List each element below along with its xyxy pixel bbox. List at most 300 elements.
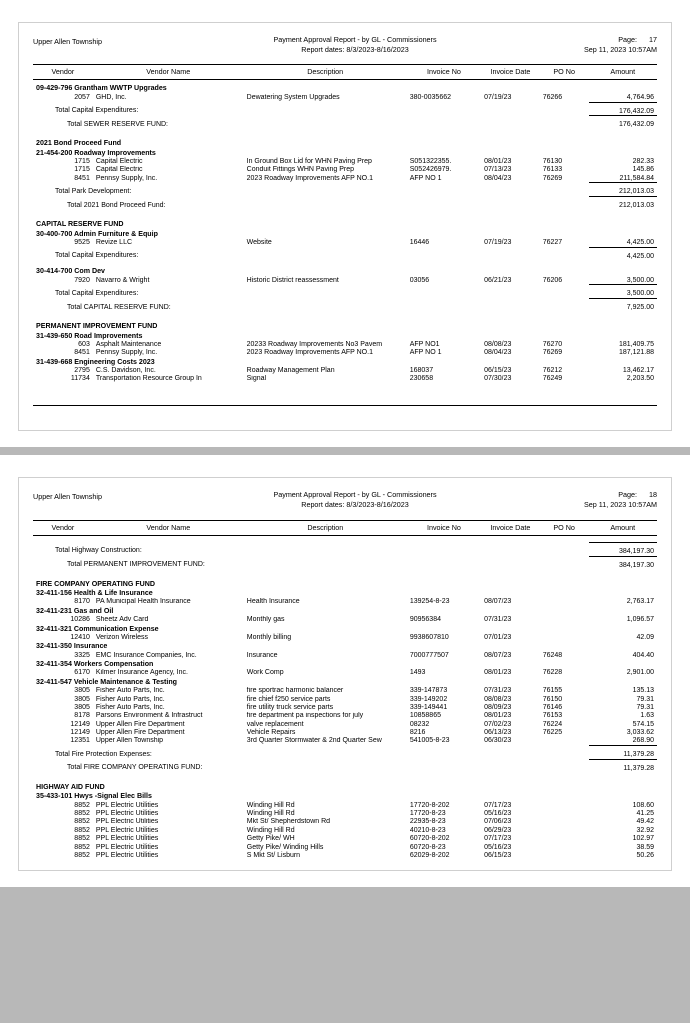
cell-vendor: 1715 [74,166,90,174]
cell-vendor: 8852 [74,851,90,859]
cell-description: 2023 Roadway Improvements AFP NO.1 [246,349,373,357]
group-label: 30-400-700 Admin Furniture & Equip [36,229,158,238]
total-amount: 11,379.28 [589,759,657,772]
cell-amount: 79.31 [636,695,654,703]
cell-vendor: 8451 [74,174,90,182]
group-label: 09-429-796 Grantham WWTP Upgrades [36,84,167,93]
total-row [33,116,657,129]
report-title-block [203,35,507,54]
cell-invoice-date: 08/07/23 [484,651,512,659]
cell-amount: 404.40 [632,651,654,659]
cell-amount: 211,584.84 [619,174,654,182]
table-row [33,340,657,348]
report-table [33,64,657,383]
cell-vendor-name: Kilmer Insurance Agency, Inc. [95,669,188,677]
cell-vendor: 8852 [74,801,90,809]
table-row [33,238,657,247]
cell-amount: 50.26 [636,851,654,859]
page-number: 17 [649,35,657,44]
total-label: Total 2021 Bond Proceed Fund: [67,201,166,209]
cell-invoice-no: 8216 [409,729,426,737]
group-label: 32-411-321 Communication Expense [36,624,159,633]
cell-vendor-name: PPL Electric Utilities [95,843,159,851]
group-label: FIRE COMPANY OPERATING FUND [36,579,156,588]
page-body [18,477,672,870]
cell-description: Winding Hill Rd [246,810,295,817]
group-label: 35-433-101 Hwys -Signal Elec Bills [36,792,152,801]
table-row [33,801,657,809]
cell-vendor: 12149 [70,720,90,728]
account-group-header [33,357,657,366]
cell-vendor-name: PPL Electric Utilities [95,835,159,843]
report-subtitle: Report dates: 8/3/2023-8/16/2023 [301,44,409,54]
group-label: 21-454-200 Roadway Improvements [36,148,156,157]
cell-description: 2023 Roadway Improvements AFP NO.1 [246,174,373,182]
cell-vendor-name: Verizon Wireless [95,633,149,641]
cell-amount: 32.92 [636,826,654,834]
cell-vendor-name: Revize LLC [95,238,133,246]
cell-vendor-name: Parsons Environment & Infrastruct [95,712,203,720]
col-header-amount: Amount [589,65,657,80]
cell-invoice-date: 07/17/23 [484,835,512,843]
fund-group-header [33,779,657,792]
account-group-header [33,677,657,686]
cell-vendor-name: C.S. Davidson, Inc. [95,367,156,375]
cell-po-no [540,843,589,851]
table-row [33,598,657,606]
cell-invoice-no: S051322355. [409,158,452,165]
col-header-vendor-name: Vendor Name [93,520,244,535]
col-header-vendor: Vendor [33,520,93,535]
total-amount: 176,432.09 [589,116,657,129]
cell-vendor-name: Fisher Auto Parts, Inc. [95,703,165,711]
group-label: 32-411-156 Health & Life Insurance [36,589,153,598]
table-row [33,851,657,859]
cell-po-no: 76146 [542,703,563,711]
cell-vendor: 8852 [74,818,90,826]
cell-vendor-name: Sheetz Adv Card [95,616,149,624]
cell-invoice-no: 380-0035662 [409,93,451,101]
cell-vendor: 3805 [74,687,90,695]
cell-po-no: 76206 [542,276,563,284]
cell-vendor: 8852 [74,843,90,851]
report-timestamp: Sep 11, 2023 10:57AM [584,44,657,54]
col-header-po-no: PO No [540,65,589,80]
cell-vendor: 8852 [74,835,90,843]
group-label: 30-414-700 Com Dev [36,267,106,276]
report-page [0,455,690,886]
cell-description: Winding Hill Rd [246,826,295,834]
account-group-header [33,331,657,340]
cell-invoice-date: 08/04/23 [484,174,512,182]
page-label: Page: [618,35,637,44]
table-row [33,174,657,183]
cell-invoice-date: 07/02/23 [484,720,512,728]
report-timestamp: Sep 11, 2023 10:57AM [584,499,657,509]
cell-amount: 268.90 [632,737,654,745]
cell-invoice-no: 339-149202 [409,695,448,703]
cell-description: fire sportrac harmonic balancer [246,687,344,695]
cell-vendor: 603 [78,340,90,348]
cell-invoice-date: 08/01/23 [484,712,512,720]
cell-invoice-no: 339-149441 [409,703,448,711]
table-row [33,826,657,834]
cell-vendor: 12149 [70,729,90,737]
cell-description: In Ground Box Lid for WHN Paving Prep [246,158,372,165]
cell-vendor-name: Navarro & Wright [95,276,150,284]
total-label: Total FIRE COMPANY OPERATING FUND: [67,764,203,772]
total-label: Total Capital Expenditures: [55,289,139,297]
cell-amount: 108.60 [632,801,654,809]
cell-amount: 1.63 [640,712,654,720]
cell-invoice-date: 06/15/23 [484,851,512,859]
account-group-header [33,624,657,633]
cell-vendor: 7920 [74,276,90,284]
cell-invoice-date: 07/06/23 [484,818,512,826]
group-label: PERMANENT IMPROVEMENT FUND [36,322,158,331]
col-header-description: Description [244,520,407,535]
total-amount: 212,013.03 [589,183,657,197]
cell-vendor-name: PPL Electric Utilities [95,851,159,859]
cell-po-no: 76269 [542,349,563,357]
table-row [33,843,657,851]
cell-vendor: 3805 [74,695,90,703]
table-row [33,93,657,102]
fund-group-header [33,216,657,229]
cell-amount: 574.15 [632,720,654,728]
cell-description: S Mkt St/ Lisburn [246,851,301,859]
cell-amount: 2,763.17 [626,598,654,606]
cell-invoice-no: 139254-8-23 [409,598,450,606]
cell-description: Mkt St/ Shepherdstown Rd [246,818,331,826]
page-label: Page: [618,490,637,500]
total-label: Total Park Development: [55,187,132,195]
cell-vendor-name: PA Municipal Health Insurance [95,598,191,606]
cell-invoice-no: 168037 [409,367,434,375]
cell-amount: 79.31 [636,703,654,711]
total-label: Total CAPITAL RESERVE FUND: [67,303,171,311]
col-header-description: Description [244,65,407,80]
account-group-header [33,267,657,276]
report-subtitle: Report dates: 8/3/2023-8/16/2023 [301,499,409,509]
cell-description: fire department pa inspections for july [246,712,364,720]
cell-invoice-no: 230658 [409,375,434,383]
cell-description: Insurance [246,651,278,659]
total-row [33,247,657,260]
cell-po-no: 76224 [542,720,563,728]
report-title-block [203,490,507,509]
cell-invoice-date: 08/01/23 [484,158,512,165]
total-amount: 384,197.30 [589,542,657,556]
cell-invoice-date: 07/19/23 [484,93,512,101]
col-header-vendor: Vendor [33,65,93,80]
col-header-vendor-name: Vendor Name [93,65,244,80]
total-amount: 384,197.30 [589,556,657,569]
cell-po-no [540,834,589,842]
total-amount: 11,379.28 [589,746,657,760]
total-row [33,542,657,556]
report-header [33,35,657,54]
cell-po-no: 76225 [542,729,563,737]
cell-description: Conduit Fittings WHN Paving Prep [246,166,355,174]
table-row [33,669,657,677]
group-label: CAPITAL RESERVE FUND [36,220,124,229]
cell-po-no: 76248 [542,651,563,659]
cell-vendor-name: Capital Electric [95,166,143,174]
cell-invoice-date: 06/13/23 [484,729,512,737]
total-label: Total PERMANENT IMPROVEMENT FUND: [67,561,205,569]
account-group-header [33,792,657,801]
cell-invoice-date: 08/01/23 [484,669,512,677]
fund-group-header [33,135,657,148]
spacer-row [33,535,657,542]
cell-invoice-date: 08/07/23 [484,598,512,606]
cell-vendor: 1715 [74,158,90,165]
cell-po-no: 76212 [542,367,563,375]
total-row [33,299,657,312]
cell-vendor: 3325 [74,651,90,659]
cell-vendor-name: Pennsy Supply, Inc. [95,174,158,182]
cell-description: fire chief f250 service parts [246,695,331,703]
table-row [33,720,657,728]
cell-invoice-no: AFP NO1 [409,340,440,348]
cell-invoice-no: 7000777507 [409,651,449,659]
report-page [0,0,690,447]
cell-vendor: 8852 [74,826,90,834]
page-meta [507,490,657,509]
cell-invoice-date: 07/01/23 [484,633,512,641]
report-title: Payment Approval Report - by GL - Commissioners [273,490,437,500]
cell-po-no [540,826,589,834]
cell-vendor: 3805 [74,703,90,711]
cell-description: 20233 Roadway Improvements No3 Pavem [246,340,383,348]
cell-vendor-name: EMC Insurance Companies, Inc. [95,651,197,659]
cell-po-no: 76228 [542,669,563,677]
cell-invoice-date: 06/30/23 [484,737,512,745]
cell-vendor-name: PPL Electric Utilities [95,801,159,809]
cell-invoice-date: 07/31/23 [484,616,512,624]
total-amount: 4,425.00 [589,247,657,260]
cell-invoice-no: 90956384 [409,616,441,624]
cell-po-no [540,616,589,624]
account-group-header [33,659,657,668]
total-label: Total Highway Construction: [55,547,142,555]
table-row [33,366,657,374]
group-label: 31-439-650 Road Improvements [36,331,143,340]
cell-amount: 1,096.57 [626,616,654,624]
table-row [33,633,657,641]
total-row [33,183,657,197]
total-label: Total Capital Expenditures: [55,252,139,260]
total-amount: 176,432.09 [589,102,657,116]
cell-po-no [540,598,589,606]
cell-vendor-name: Upper Allen Township [95,737,164,745]
cell-vendor: 6170 [74,669,90,677]
cell-description: Getty Pike/ Winding Hills [246,843,324,851]
cell-amount: 145.86 [632,166,654,174]
cell-amount: 13,462.17 [622,367,654,375]
cell-amount: 181,409.75 [618,340,654,348]
group-label: HIGHWAY AID FUND [36,782,105,791]
total-label: Total Fire Protection Expenses: [55,750,152,758]
col-header-po-no: PO No [540,520,589,535]
cell-vendor: 10286 [70,616,90,624]
cell-invoice-no: AFP NO 1 [409,174,442,182]
group-label: 32-411-354 Workers Compensation [36,660,154,669]
cell-invoice-no: 17720-8-202 [409,801,450,809]
cell-amount: 2,203.50 [626,375,654,383]
cell-vendor-name: Upper Allen Fire Department [95,720,185,728]
cell-invoice-no: 1493 [409,669,426,677]
cell-po-no [540,801,589,809]
cell-vendor-name: PPL Electric Utilities [95,810,159,817]
report-title: Payment Approval Report - by GL - Commissioners [273,35,437,44]
cell-description: Signal [246,375,267,383]
cell-amount: 187,121.88 [618,349,654,357]
cell-invoice-date: 06/15/23 [484,367,512,375]
cell-invoice-no: 22935-8-23 [409,818,446,826]
cell-po-no [540,851,589,859]
cell-description: Vehicle Repairs [246,729,296,737]
cell-po-no: 76227 [542,238,563,246]
table-row [33,157,657,165]
cell-invoice-no: 16446 [409,238,430,246]
total-label: Total SEWER RESERVE FUND: [67,120,169,128]
table-row [33,375,657,383]
cell-invoice-date: 07/17/23 [484,801,512,809]
cell-description: Getty Pike/ WH [246,835,295,843]
cell-description: Monthly gas [246,616,285,624]
account-group-header [33,642,657,651]
table-row [33,687,657,695]
table-row [33,737,657,746]
cell-invoice-no: 541005-8-23 [409,737,450,745]
cell-invoice-date: 08/08/23 [484,695,512,703]
cell-description: Health Insurance [246,598,300,606]
fund-group-header [33,80,657,93]
cell-po-no [540,633,589,641]
cell-po-no: 76249 [542,375,563,383]
fund-group-header [33,318,657,331]
cell-vendor-name: Fisher Auto Parts, Inc. [95,687,165,695]
cell-vendor: 8178 [74,712,90,720]
cell-vendor: 11734 [70,375,90,383]
table-row [33,728,657,736]
org-name: Upper Allen Township [33,37,102,46]
table-row [33,818,657,826]
cell-invoice-no: 10858865 [409,712,441,720]
col-header-amount: Amount [589,520,657,535]
account-group-header [33,588,657,597]
cell-description: Work Comp [246,669,284,677]
cell-description: Roadway Management Plan [246,367,335,375]
group-label: 32-411-231 Gas and Oil [36,606,114,615]
cell-po-no: 76270 [542,340,563,348]
page-body [18,22,672,431]
cell-po-no: 76269 [542,174,563,182]
cell-invoice-no: 60720-8-23 [409,843,446,851]
cell-invoice-date: 05/16/23 [484,810,512,817]
cell-po-no: 76133 [542,166,563,174]
cell-invoice-no: 03056 [409,276,430,284]
cell-po-no [540,809,589,817]
cell-vendor: 8852 [74,810,90,817]
cell-invoice-no: 60720-8-202 [409,835,450,843]
cell-po-no [540,737,589,746]
cell-invoice-date: 06/29/23 [484,826,512,834]
cell-invoice-date: 08/08/23 [484,340,512,348]
cell-vendor-name: Fisher Auto Parts, Inc. [95,695,165,703]
cell-vendor-name: Transportation Resource Group In [95,375,202,383]
cell-vendor: 2795 [74,367,90,375]
cell-vendor: 12351 [70,737,90,745]
cell-amount: 49.42 [636,818,654,826]
cell-amount: 42.09 [636,633,654,641]
cell-vendor-name: Pennsy Supply, Inc. [95,349,158,357]
col-header-invoice-date: Invoice Date [481,520,540,535]
cell-vendor-name: Upper Allen Fire Department [95,729,185,737]
cell-vendor: 2057 [74,93,90,101]
cell-description: Historic District reassessment [246,276,339,284]
fund-group-header [33,576,657,589]
total-row [33,197,657,210]
org-name: Upper Allen Township [33,492,102,502]
page-number: 18 [649,490,657,500]
cell-vendor: 12410 [70,633,90,641]
table-row [33,349,657,357]
page-number-line [507,35,657,45]
cell-invoice-no: AFP NO 1 [409,349,442,357]
cell-description: Monthly billing [246,633,292,641]
cell-vendor: 8451 [74,349,90,357]
cell-amount: 3,500.00 [626,276,654,284]
report-header [33,490,657,509]
account-group-header [33,606,657,615]
cell-po-no: 76155 [542,687,563,695]
group-label: 2021 Bond Proceed Fund [36,139,122,148]
table-row [33,809,657,817]
cell-invoice-no: 08232 [409,720,430,728]
cell-invoice-date: 07/19/23 [484,238,512,246]
cell-vendor: 9525 [74,238,90,246]
account-group-header [33,148,657,157]
cell-vendor: 8170 [74,598,90,606]
cell-invoice-no: 339-147873 [409,687,448,695]
cell-invoice-date: 07/30/23 [484,375,512,383]
cell-description: Dewatering System Upgrades [246,93,340,101]
total-row [33,759,657,772]
cell-amount: 41.25 [636,810,654,817]
cell-invoice-date: 05/16/23 [484,843,512,851]
table-row [33,695,657,703]
table-row [33,834,657,842]
cell-amount: 38.59 [636,843,654,851]
cell-vendor-name: PPL Electric Utilities [95,826,159,834]
total-row [33,746,657,760]
table-row [33,166,657,174]
total-row [33,102,657,116]
total-amount: 3,500.00 [589,285,657,299]
report-table [33,520,657,860]
cell-amount: 102.97 [632,835,654,843]
total-label: Total Capital Expenditures: [55,107,139,114]
cell-invoice-no: 17720-8-23 [409,810,446,817]
table-row [33,616,657,624]
table-row [33,712,657,720]
cell-invoice-no: S052426979. [409,166,452,174]
page-number-line [507,490,657,500]
cell-amount: 282.33 [632,158,654,165]
